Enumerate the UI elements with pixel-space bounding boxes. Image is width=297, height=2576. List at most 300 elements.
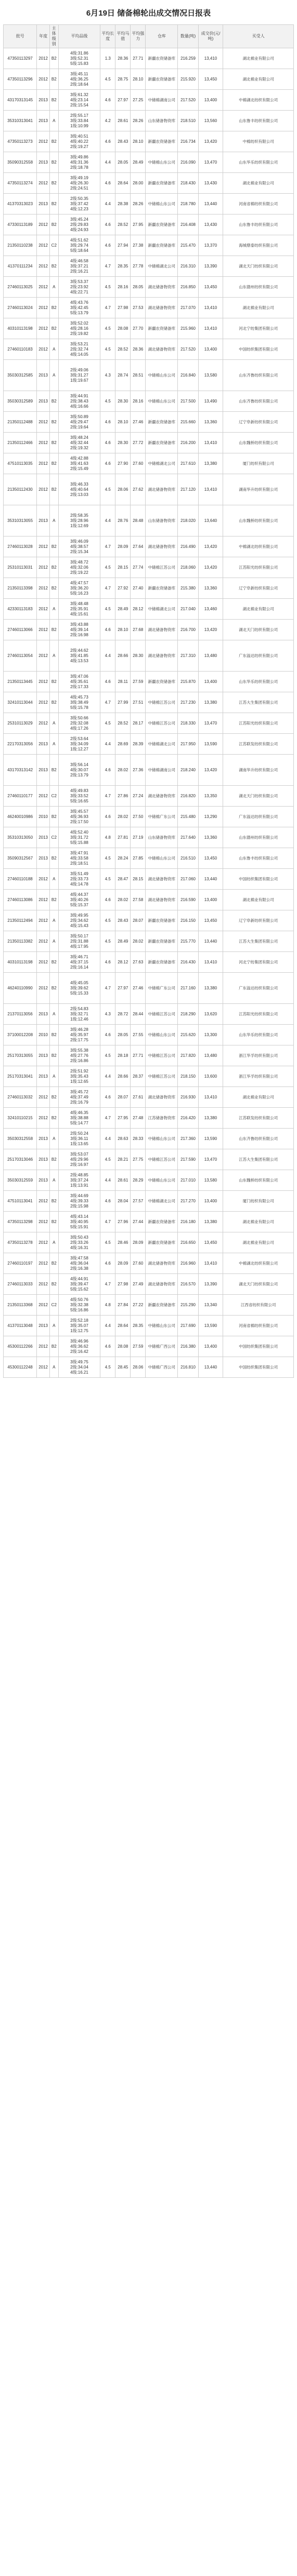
strength-cell: 28.30 xyxy=(131,640,146,672)
year-cell: 2012 xyxy=(37,433,50,453)
length-cell: 28.10 xyxy=(115,620,131,640)
year-cell: 2012 xyxy=(37,48,50,69)
price-cell: 13,300 xyxy=(198,1025,223,1045)
strength-cell: 27.24 xyxy=(131,786,146,807)
strength-cell: 27.55 xyxy=(131,1025,146,1045)
quantity-cell: 217.310 xyxy=(178,640,198,672)
main-grade-cell: C2 xyxy=(50,1295,59,1316)
quantity-cell: 217.520 xyxy=(178,90,198,111)
warehouse-cell: 中储棉山东公司 xyxy=(146,848,178,869)
batch-number-cell: 47330113189 xyxy=(4,214,37,235)
table-row xyxy=(4,713,294,734)
main-grade-cell: B2 xyxy=(50,69,59,90)
batch-number-cell: 27460113086 xyxy=(4,890,37,910)
strength-cell: 28.10 xyxy=(131,131,146,152)
buyer-cell: 海城鼎泰纺织有限公司 xyxy=(223,235,294,256)
table-row xyxy=(4,952,294,973)
buyer-cell: 湖北棉业有限公司 xyxy=(223,890,294,910)
table-row xyxy=(4,599,294,620)
buyer-cell: 浙江华孚纺织有限公司 xyxy=(223,1066,294,1087)
batch-number-cell: 22170313056 xyxy=(4,734,37,755)
table-row xyxy=(4,1357,294,1378)
main-grade-cell: B2 xyxy=(50,90,59,111)
length-cell: 28.52 xyxy=(115,339,131,360)
batch-number-cell: 32410110215 xyxy=(4,1108,37,1129)
year-cell: 2012 xyxy=(37,536,50,557)
table-row xyxy=(4,640,294,672)
main-grade-cell: B2 xyxy=(50,433,59,453)
table-row xyxy=(4,807,294,827)
buyer-cell: 湖北棉业有限公司 xyxy=(223,48,294,69)
quantity-cell: 217.590 xyxy=(178,1149,198,1170)
grade-distribution-cell: 3级:45.11 4级:36.25 2级:18.64 xyxy=(58,69,100,90)
table-row xyxy=(4,152,294,173)
quantity-cell: 217.160 xyxy=(178,973,198,1004)
year-cell: 2010 xyxy=(37,807,50,827)
quantity-cell: 216.590 xyxy=(178,890,198,910)
buyer-cell: 湖北棉业有限公司 xyxy=(223,1212,294,1232)
main-grade-cell: B2 xyxy=(50,755,59,786)
year-cell: 2012 xyxy=(37,952,50,973)
year-cell: 2012 xyxy=(37,339,50,360)
year-cell: 2012 xyxy=(37,1295,50,1316)
buyer-cell: 山东鲁丰纺织有限公司 xyxy=(223,111,294,131)
year-cell: 2012 xyxy=(37,1253,50,1274)
quantity-cell: 217.120 xyxy=(178,474,198,505)
price-cell: 13,590 xyxy=(198,1129,223,1149)
main-grade-cell: A xyxy=(50,931,59,952)
table-row xyxy=(4,973,294,1004)
strength-cell: 27.71 xyxy=(131,48,146,69)
strength-cell: 27.38 xyxy=(131,235,146,256)
batch-number-cell: 32410113044 xyxy=(4,692,37,713)
quantity-cell: 217.270 xyxy=(178,1191,198,1212)
micronaire-cell: 4.5 xyxy=(100,69,115,90)
table-row xyxy=(4,194,294,214)
main-grade-cell: B2 xyxy=(50,298,59,318)
main-grade-cell: A xyxy=(50,1316,59,1336)
column-header: 平均马值 xyxy=(115,25,131,48)
length-cell: 28.69 xyxy=(115,734,131,755)
micronaire-cell: 1.3 xyxy=(100,48,115,69)
strength-cell: 27.71 xyxy=(131,1045,146,1066)
table-row xyxy=(4,173,294,194)
warehouse-cell: 中储棉湖南公司 xyxy=(146,755,178,786)
batch-number-cell: 21350112494 xyxy=(4,910,37,931)
warehouse-cell: 湖北储备物资库 xyxy=(146,1274,178,1295)
buyer-cell: 湖北天门纺织有限公司 xyxy=(223,620,294,640)
table-row xyxy=(4,235,294,256)
grade-distribution-cell: 4级:44.91 3级:39.47 5级:15.62 xyxy=(58,1274,100,1295)
year-cell: 2013 xyxy=(37,111,50,131)
quantity-cell: 217.070 xyxy=(178,298,198,318)
main-grade-cell: B2 xyxy=(50,807,59,827)
batch-number-cell: 41370111234 xyxy=(4,256,37,277)
warehouse-cell: 中储棉湖北公司 xyxy=(146,734,178,755)
table-row xyxy=(4,1212,294,1232)
length-cell: 28.64 xyxy=(115,1316,131,1336)
main-grade-cell: B2 xyxy=(50,1253,59,1274)
length-cell: 28.04 xyxy=(115,1191,131,1212)
length-cell: 27.81 xyxy=(115,827,131,848)
batch-number-cell: 21350112466 xyxy=(4,433,37,453)
grade-distribution-cell: 2级:58.35 3级:28.96 1级:12.69 xyxy=(58,505,100,536)
micronaire-cell: 4.4 xyxy=(100,1129,115,1149)
main-grade-cell: B2 xyxy=(50,474,59,505)
main-grade-cell: A xyxy=(50,869,59,890)
batch-number-cell: 45300112248 xyxy=(4,1357,37,1378)
batch-number-cell: 27460113054 xyxy=(4,640,37,672)
quantity-cell: 215.470 xyxy=(178,235,198,256)
strength-cell: 27.85 xyxy=(131,848,146,869)
year-cell: 2012 xyxy=(37,599,50,620)
year-cell: 2013 xyxy=(37,505,50,536)
strength-cell: 27.44 xyxy=(131,1212,146,1232)
year-cell: 2012 xyxy=(37,318,50,339)
main-grade-cell: B2 xyxy=(50,536,59,557)
micronaire-cell: 4.5 xyxy=(100,1149,115,1170)
grade-distribution-cell: 2级:55.17 3级:33.84 1级:10.99 xyxy=(58,111,100,131)
length-cell: 28.24 xyxy=(115,848,131,869)
micronaire-cell: 4.7 xyxy=(100,536,115,557)
main-grade-cell: B2 xyxy=(50,318,59,339)
price-cell: 13,600 xyxy=(198,1066,223,1087)
year-cell: 2013 xyxy=(37,1066,50,1087)
warehouse-cell: 新疆农资储备库 xyxy=(146,48,178,69)
batch-number-cell: 21350113445 xyxy=(4,672,37,692)
warehouse-cell: 湖北储备物资库 xyxy=(146,1253,178,1274)
main-grade-cell: B2 xyxy=(50,1025,59,1045)
quantity-cell: 217.820 xyxy=(178,1045,198,1066)
column-header: 平均品级 xyxy=(58,25,100,48)
micronaire-cell: 4.5 xyxy=(100,713,115,734)
table-row xyxy=(4,848,294,869)
price-cell: 13,440 xyxy=(198,1357,223,1378)
batch-number-cell: 21370113056 xyxy=(4,1004,37,1025)
main-grade-cell: C2 xyxy=(50,827,59,848)
grade-distribution-cell: 4级:43.14 3级:40.95 5级:15.91 xyxy=(58,1212,100,1232)
warehouse-cell: 湖北储备物资库 xyxy=(146,277,178,298)
price-cell: 13,410 xyxy=(198,952,223,973)
quantity-cell: 218.510 xyxy=(178,111,198,131)
micronaire-cell: 4.4 xyxy=(100,1316,115,1336)
year-cell: 2012 xyxy=(37,973,50,1004)
quantity-cell: 216.430 xyxy=(178,952,198,973)
strength-cell: 28.06 xyxy=(131,1357,146,1378)
price-cell: 13,420 xyxy=(198,536,223,557)
batch-number-cell: 46240010986 xyxy=(4,807,37,827)
grade-distribution-cell: 2级:52.18 3级:35.07 1级:12.75 xyxy=(58,1316,100,1336)
warehouse-cell: 新疆农资储备库 xyxy=(146,318,178,339)
buyer-cell: 山东魏桥纺织有限公司 xyxy=(223,1170,294,1191)
column-header: 批号 xyxy=(4,25,37,48)
grade-distribution-cell: 2级:44.62 3级:41.85 4级:13.53 xyxy=(58,640,100,672)
micronaire-cell: 4.7 xyxy=(100,578,115,599)
warehouse-cell: 中储棉江苏公司 xyxy=(146,1149,178,1170)
price-cell: 13,410 xyxy=(198,318,223,339)
micronaire-cell: 4.5 xyxy=(100,1045,115,1066)
year-cell: 2012 xyxy=(37,277,50,298)
strength-cell: 28.51 xyxy=(131,360,146,391)
grade-distribution-cell: 4级:43.76 3级:42.45 5级:13.79 xyxy=(58,298,100,318)
buyer-cell: 中棉纺织有限公司 xyxy=(223,131,294,152)
table-row xyxy=(4,786,294,807)
year-cell: 2012 xyxy=(37,235,50,256)
length-cell: 28.21 xyxy=(115,1149,131,1170)
price-cell: 13,350 xyxy=(198,786,223,807)
buyer-cell: 江苏阳光纺织有限公司 xyxy=(223,1004,294,1025)
micronaire-cell: 4.6 xyxy=(100,1253,115,1274)
strength-cell: 27.19 xyxy=(131,827,146,848)
report-title: 6月19日 储备棉轮出成交情况日报表 xyxy=(86,9,211,18)
length-cell: 28.09 xyxy=(115,536,131,557)
main-grade-cell: A xyxy=(50,1004,59,1025)
micronaire-cell: 4.6 xyxy=(100,1191,115,1212)
quantity-cell: 218.330 xyxy=(178,713,198,734)
grade-distribution-cell: 4级:45.73 3级:38.49 5级:15.78 xyxy=(58,692,100,713)
batch-number-cell: 47510113035 xyxy=(4,453,37,474)
main-grade-cell: A xyxy=(50,1066,59,1087)
table-row xyxy=(4,1191,294,1212)
warehouse-cell: 中储棉山东公司 xyxy=(146,1170,178,1191)
price-cell: 13,400 xyxy=(198,672,223,692)
quantity-cell: 217.010 xyxy=(178,1170,198,1191)
micronaire-cell: 4.4 xyxy=(100,505,115,536)
warehouse-cell: 新疆农资储备库 xyxy=(146,910,178,931)
year-cell: 2012 xyxy=(37,1357,50,1378)
buyer-cell: 湖北棉业有限公司 xyxy=(223,1087,294,1108)
grade-distribution-cell: 3级:45.57 4级:36.93 2级:17.50 xyxy=(58,807,100,827)
grade-distribution-cell: 2级:49.06 3级:31.27 1级:19.67 xyxy=(58,360,100,391)
batch-number-cell: 27460110188 xyxy=(4,869,37,890)
buyer-cell: 中国纺织集团有限公司 xyxy=(223,869,294,890)
length-cell: 28.43 xyxy=(115,910,131,931)
year-cell: 2012 xyxy=(37,890,50,910)
main-grade-cell: A xyxy=(50,339,59,360)
batch-number-cell: 35090312558 xyxy=(4,152,37,173)
warehouse-cell: 湖北储备物资库 xyxy=(146,620,178,640)
year-cell: 2012 xyxy=(37,557,50,578)
strength-cell: 28.26 xyxy=(131,194,146,214)
table-row xyxy=(4,360,294,391)
warehouse-cell: 湖北储备物资库 xyxy=(146,869,178,890)
grade-distribution-cell: 3级:48.48 2级:35.91 4级:15.61 xyxy=(58,599,100,620)
length-cell: 28.16 xyxy=(115,277,131,298)
micronaire-cell: 4.6 xyxy=(100,890,115,910)
grade-distribution-cell: 4级:45.05 3级:39.62 5级:15.33 xyxy=(58,973,100,1004)
quantity-cell: 217.060 xyxy=(178,869,198,890)
main-grade-cell: A xyxy=(50,1170,59,1191)
quantity-cell: 217.230 xyxy=(178,692,198,713)
micronaire-cell: 4.5 xyxy=(100,339,115,360)
micronaire-cell: 4.5 xyxy=(100,474,115,505)
batch-number-cell: 35310313055 xyxy=(4,505,37,536)
year-cell: 2013 xyxy=(37,755,50,786)
grade-distribution-cell: 4级:50.76 3级:32.38 5级:16.86 xyxy=(58,1295,100,1316)
year-cell: 2012 xyxy=(37,869,50,890)
year-cell: 2012 xyxy=(37,786,50,807)
strength-cell: 27.50 xyxy=(131,807,146,827)
year-cell: 2013 xyxy=(37,1004,50,1025)
buyer-cell: 中棉湖北纺织有限公司 xyxy=(223,90,294,111)
warehouse-cell: 新疆农资储备库 xyxy=(146,412,178,433)
grade-distribution-cell: 3级:50.43 2级:33.26 4级:16.31 xyxy=(58,1232,100,1253)
price-cell: 13,390 xyxy=(198,256,223,277)
price-cell: 13,560 xyxy=(198,111,223,131)
batch-number-cell: 40310113198 xyxy=(4,318,37,339)
price-cell: 13,400 xyxy=(198,1191,223,1212)
main-grade-cell: B2 xyxy=(50,152,59,173)
micronaire-cell: 4.7 xyxy=(100,973,115,1004)
batch-number-cell: 35310313050 xyxy=(4,827,37,848)
strength-cell: 27.46 xyxy=(131,412,146,433)
main-grade-cell: B2 xyxy=(50,890,59,910)
grade-distribution-cell: 3级:51.49 2级:33.73 4级:14.78 xyxy=(58,869,100,890)
table-row xyxy=(4,1087,294,1108)
buyer-cell: 湖北棉业有限公司 xyxy=(223,69,294,90)
main-grade-cell: B2 xyxy=(50,557,59,578)
grade-distribution-cell: 3级:50.89 4级:29.47 2级:19.64 xyxy=(58,412,100,433)
main-grade-cell: B2 xyxy=(50,1108,59,1129)
table-row xyxy=(4,48,294,69)
table-row xyxy=(4,1149,294,1170)
year-cell: 2012 xyxy=(37,1274,50,1295)
length-cell: 28.02 xyxy=(115,890,131,910)
warehouse-cell: 中储棉湖南公司 xyxy=(146,90,178,111)
length-cell: 27.97 xyxy=(115,973,131,1004)
quantity-cell: 215.960 xyxy=(178,318,198,339)
length-cell: 27.99 xyxy=(115,692,131,713)
quantity-cell: 216.408 xyxy=(178,214,198,235)
main-grade-cell: B2 xyxy=(50,173,59,194)
year-cell: 2012 xyxy=(37,692,50,713)
main-grade-cell: B2 xyxy=(50,973,59,1004)
warehouse-cell: 新疆农资储备库 xyxy=(146,952,178,973)
main-grade-cell: B2 xyxy=(50,453,59,474)
batch-number-cell: 21350112488 xyxy=(4,412,37,433)
batch-number-cell: 27460110177 xyxy=(4,786,37,807)
grade-distribution-cell: 3级:49.86 4级:31.36 2级:18.78 xyxy=(58,152,100,173)
year-cell: 2012 xyxy=(37,1191,50,1212)
length-cell: 28.66 xyxy=(115,1066,131,1087)
quantity-cell: 217.040 xyxy=(178,599,198,620)
table-row xyxy=(4,474,294,505)
batch-number-cell: 27460110183 xyxy=(4,339,37,360)
warehouse-cell: 中储棉山东公司 xyxy=(146,152,178,173)
length-cell: 28.38 xyxy=(115,194,131,214)
warehouse-cell: 新疆农资储备库 xyxy=(146,131,178,152)
price-cell: 13,410 xyxy=(198,433,223,453)
main-grade-cell: A xyxy=(50,910,59,931)
year-cell: 2012 xyxy=(37,214,50,235)
year-cell: 2012 xyxy=(37,173,50,194)
quantity-cell: 216.380 xyxy=(178,1336,198,1357)
buyer-cell: 湖北天门纺织有限公司 xyxy=(223,256,294,277)
year-cell: 2012 xyxy=(37,931,50,952)
quantity-cell: 216.820 xyxy=(178,786,198,807)
grade-distribution-cell: 3级:48.72 4级:32.06 2级:19.22 xyxy=(58,557,100,578)
table-row xyxy=(4,391,294,412)
year-cell: 2012 xyxy=(37,1108,50,1129)
grade-distribution-cell: 3级:49.75 2级:34.04 4级:16.21 xyxy=(58,1357,100,1378)
price-cell: 13,480 xyxy=(198,1045,223,1066)
micronaire-cell: 4.5 xyxy=(100,277,115,298)
price-cell: 13,450 xyxy=(198,848,223,869)
warehouse-cell: 中储棉江苏公司 xyxy=(146,1045,178,1066)
length-cell: 27.98 xyxy=(115,1274,131,1295)
warehouse-cell: 中储棉山东公司 xyxy=(146,1129,178,1149)
main-grade-cell: A xyxy=(50,599,59,620)
grade-distribution-cell: 3级:46.28 4级:35.97 2级:17.75 xyxy=(58,1025,100,1045)
year-cell: 2013 xyxy=(37,1149,50,1170)
strength-cell: 27.62 xyxy=(131,474,146,505)
buyer-cell: 湖南华升纺织有限公司 xyxy=(223,755,294,786)
batch-number-cell: 25310113031 xyxy=(4,557,37,578)
length-cell: 27.95 xyxy=(115,1108,131,1129)
table-row xyxy=(4,1108,294,1129)
buyer-cell: 山东齐鲁纺织有限公司 xyxy=(223,360,294,391)
strength-cell: 27.22 xyxy=(131,1295,146,1316)
buyer-cell: 山东魏桥纺织有限公司 xyxy=(223,505,294,536)
batch-number-cell: 42330113183 xyxy=(4,599,37,620)
year-cell: 2013 xyxy=(37,360,50,391)
length-cell: 28.75 xyxy=(115,69,131,90)
warehouse-cell: 中储棉湖北公司 xyxy=(146,256,178,277)
batch-number-cell: 27460113066 xyxy=(4,620,37,640)
micronaire-cell: 4.2 xyxy=(100,111,115,131)
column-header: 主体级别 xyxy=(50,25,59,48)
strength-cell: 27.46 xyxy=(131,973,146,1004)
quantity-cell: 216.420 xyxy=(178,1108,198,1129)
batch-number-cell: 27460113025 xyxy=(4,277,37,298)
grade-distribution-cell: 3级:50.17 2级:31.88 4级:17.95 xyxy=(58,931,100,952)
year-cell: 2012 xyxy=(37,1336,50,1357)
year-cell: 2012 xyxy=(37,256,50,277)
year-cell: 2012 xyxy=(37,131,50,152)
micronaire-cell: 4.5 xyxy=(100,869,115,890)
table-row xyxy=(4,692,294,713)
quantity-cell: 216.259 xyxy=(178,48,198,69)
micronaire-cell: 4.6 xyxy=(100,620,115,640)
strength-cell: 27.95 xyxy=(131,214,146,235)
table-row xyxy=(4,256,294,277)
year-cell: 2012 xyxy=(37,620,50,640)
table-row xyxy=(4,69,294,90)
batch-number-cell: 47350113297 xyxy=(4,48,37,69)
length-cell: 28.66 xyxy=(115,640,131,672)
warehouse-cell: 新疆农资储备库 xyxy=(146,1295,178,1316)
micronaire-cell: 4.6 xyxy=(100,214,115,235)
table-row xyxy=(4,277,294,298)
micronaire-cell: 4.6 xyxy=(100,235,115,256)
warehouse-cell: 中储棉湖北公司 xyxy=(146,599,178,620)
price-cell: 13,420 xyxy=(198,557,223,578)
quantity-cell: 216.150 xyxy=(178,910,198,931)
main-grade-cell: B2 xyxy=(50,1045,59,1066)
warehouse-cell: 中储棉江苏公司 xyxy=(146,1004,178,1025)
price-cell: 13,380 xyxy=(198,1212,223,1232)
column-header: 成交价(元/吨) xyxy=(198,25,223,48)
year-cell: 2013 xyxy=(37,734,50,755)
main-grade-cell: A xyxy=(50,360,59,391)
table-row xyxy=(4,1170,294,1191)
quantity-cell: 215.660 xyxy=(178,412,198,433)
batch-number-cell: 47350113278 xyxy=(4,1232,37,1253)
grade-distribution-cell: 3级:45.72 4级:37.49 2级:16.79 xyxy=(58,1087,100,1108)
quantity-cell: 216.510 xyxy=(178,848,198,869)
main-grade-cell: C2 xyxy=(50,786,59,807)
length-cell: 28.10 xyxy=(115,412,131,433)
